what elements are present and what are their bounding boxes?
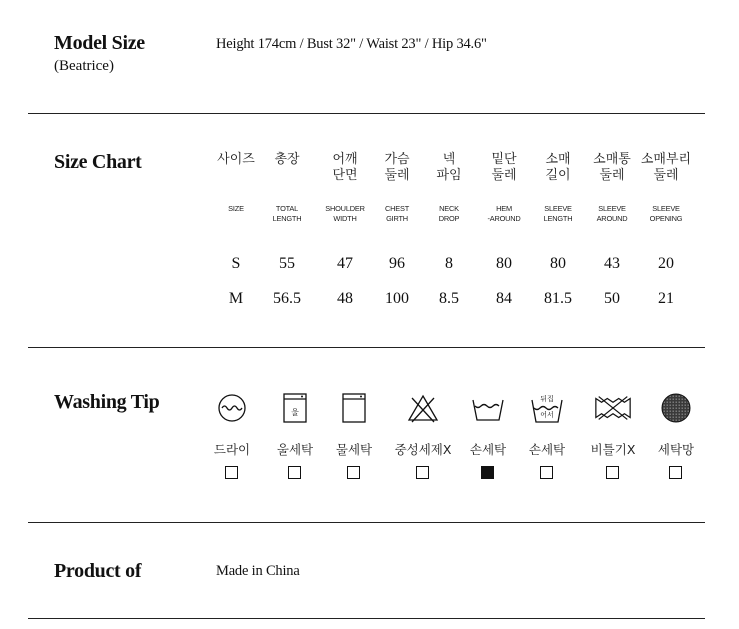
washing-checkbox: [288, 466, 301, 479]
table-cell: 8.5: [439, 290, 459, 307]
column-header-eng-line: LENGTH: [272, 214, 302, 223]
divider: [28, 347, 705, 348]
column-header-eng-line: HEM: [496, 204, 512, 213]
washing-label: 손세탁: [469, 442, 507, 457]
model-size-title: Model Size: [54, 32, 145, 54]
model-measurements: Height 174cm / Bust 32" / Waist 23" / Hip 34.6": [216, 36, 487, 52]
column-header-kor-line: 둘레: [491, 168, 517, 183]
table-cell: 80: [550, 255, 566, 272]
column-header-eng-line: OPENING: [649, 214, 683, 223]
table-cell: 100: [385, 290, 409, 307]
column-header-eng-line: AROUND: [596, 214, 628, 223]
svg-text:어서: 어서: [540, 411, 554, 419]
column-header-eng-line: CHEST: [384, 204, 410, 213]
column-header-kor-line: 가슴: [384, 152, 410, 167]
column-header-kor-line: 소매부리: [640, 152, 692, 167]
divider: [28, 618, 705, 619]
washing-label: 비틀기X: [590, 442, 636, 457]
column-header-kor: [631, 152, 701, 184]
column-header-kor-line: 어깨: [332, 152, 358, 167]
column-header-eng: [631, 204, 701, 224]
no-tumble-dry-icon: [593, 391, 633, 425]
laundry-net-icon: [656, 391, 696, 425]
column-header-kor-line: 넥: [442, 152, 456, 167]
column-header-eng-line: -AROUND: [487, 214, 521, 223]
size-chart-title: Size Chart: [54, 151, 142, 173]
column-header-eng-line: SIZE: [228, 204, 244, 213]
washing-label: 손세탁: [528, 442, 566, 457]
washing-label: 울세탁: [276, 442, 314, 457]
inside-out-hand-wash-icon: [527, 391, 567, 425]
column-header-eng-line: SLEEVE: [598, 204, 626, 213]
column-header-eng-line: SLEEVE: [652, 204, 680, 213]
column-header-kor-line: 밑단: [491, 152, 517, 167]
washing-checkbox: [669, 466, 682, 479]
column-header-eng-line: SLEEVE: [544, 204, 572, 213]
column-header-kor-line: 소매: [545, 152, 571, 167]
washing-checkbox: [347, 466, 360, 479]
table-cell: 80: [496, 255, 512, 272]
column-header-kor-line: 파임: [436, 168, 462, 183]
table-cell: 43: [604, 255, 620, 272]
column-header-kor-line: 둘레: [384, 168, 410, 183]
column-header-eng-line: LENGTH: [543, 214, 573, 223]
machine-wash-icon: [334, 391, 374, 425]
column-header-eng-line: WIDTH: [333, 214, 357, 223]
column-header-eng-line: TOTAL: [275, 204, 299, 213]
divider: [28, 522, 705, 523]
column-header-kor-line: 단면: [332, 168, 358, 183]
washing-label: 드라이: [213, 442, 251, 457]
product-of-title: Product of: [54, 560, 142, 582]
column-header-kor-line: 둘레: [653, 168, 679, 183]
washing-label: 중성세제X: [394, 442, 452, 457]
washing-label: 물세탁: [335, 442, 373, 457]
model-name: (Beatrice): [54, 58, 114, 74]
column-header-kor-line: 길이: [545, 168, 571, 183]
washing-checkbox: [225, 466, 238, 479]
table-cell: 56.5: [273, 290, 301, 307]
table-cell: 20: [658, 255, 674, 272]
divider: [28, 113, 705, 114]
washing-checkbox: [481, 466, 494, 479]
size-label: S: [231, 255, 241, 272]
svg-text:울: 울: [291, 408, 299, 417]
table-cell: 55: [279, 255, 295, 272]
column-header-kor-line: 소매통: [593, 152, 631, 167]
column-header-kor-line: 둘레: [599, 168, 625, 183]
washing-checkbox: [416, 466, 429, 479]
wool-wash-icon: [275, 391, 315, 425]
column-header-kor-line: 총장: [274, 152, 300, 167]
no-bleach-icon: [403, 391, 443, 425]
svg-text:뒤집: 뒤집: [540, 395, 554, 403]
washing-checkbox: [606, 466, 619, 479]
dry-clean-icon: [212, 391, 252, 425]
table-cell: 8: [445, 255, 453, 272]
washing-label: 세탁망: [657, 442, 695, 457]
table-cell: 50: [604, 290, 620, 307]
hand-wash-icon: [468, 391, 508, 425]
table-cell: 84: [496, 290, 512, 307]
table-cell: 96: [389, 255, 405, 272]
table-cell: 81.5: [544, 290, 572, 307]
product-origin: Made in China: [216, 563, 300, 579]
washing-checkbox: [540, 466, 553, 479]
column-header-kor-line: 사이즈: [217, 152, 255, 167]
washing-tip-title: Washing Tip: [54, 391, 160, 413]
table-cell: 47: [337, 255, 353, 272]
column-header-eng-line: NECK: [439, 204, 459, 213]
column-header-eng-line: GIRTH: [386, 214, 408, 223]
column-header-eng-line: SHOULDER: [325, 204, 365, 213]
table-cell: 48: [337, 290, 353, 307]
size-label: M: [228, 290, 244, 307]
column-header-eng-line: DROP: [438, 214, 460, 223]
table-cell: 21: [658, 290, 674, 307]
